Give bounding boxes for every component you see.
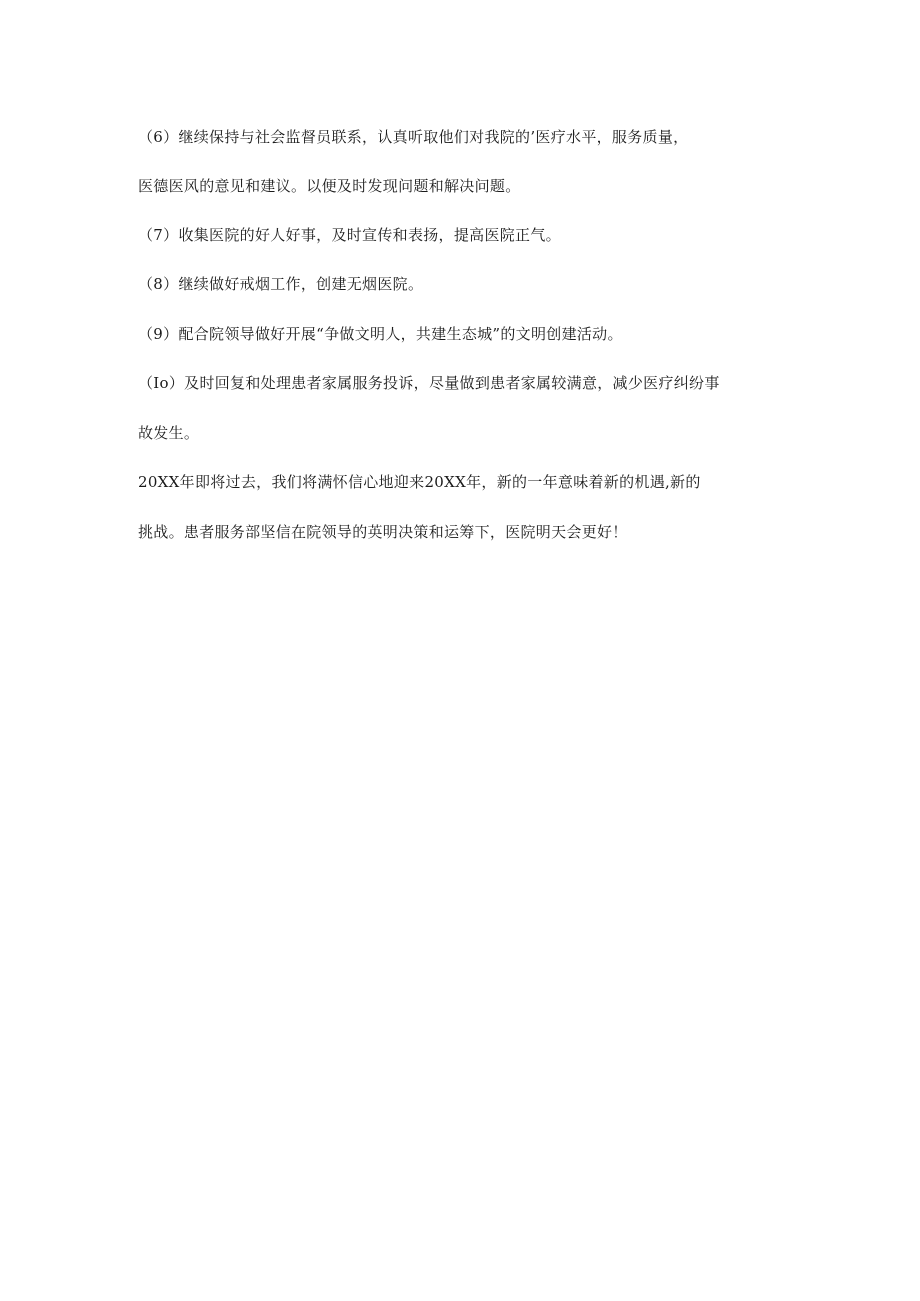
text-line-item-6-continued: 医德医风的意见和建议。以便及时发现问题和解决问题。 [138, 177, 521, 195]
text-line-item-6: （6）继续保持与社会监督员联系，认真听取他们对我院的’医疗水平，服务质量， [138, 128, 689, 146]
text-line-item-7: （7）收集医院的好人好事，及时宣传和表扬，提高医院正气。 [138, 226, 561, 244]
text-line-item-8: （8）继续做好戒烟工作，创建无烟医院。 [138, 275, 424, 293]
text-line-item-10-continued: 故发生。 [138, 424, 200, 442]
text-line-closing-continued: 挑战。患者服务部坚信在院领导的英明决策和运筹下，医院明天会更好！ [138, 523, 628, 541]
text-line-item-9: （9）配合院领导做好开展“争做文明人，共建生态城”的文明创建活动。 [138, 325, 623, 343]
text-line-closing: 20XX年即将过去，我们将满怀信心地迎来20XX年，新的一年意味着新的机遇,新的 [138, 473, 701, 491]
text-line-item-10: （Io）及时回复和处理患者家属服务投诉，尽量做到患者家属较满意，减少医疗纠纷事 [138, 374, 720, 392]
